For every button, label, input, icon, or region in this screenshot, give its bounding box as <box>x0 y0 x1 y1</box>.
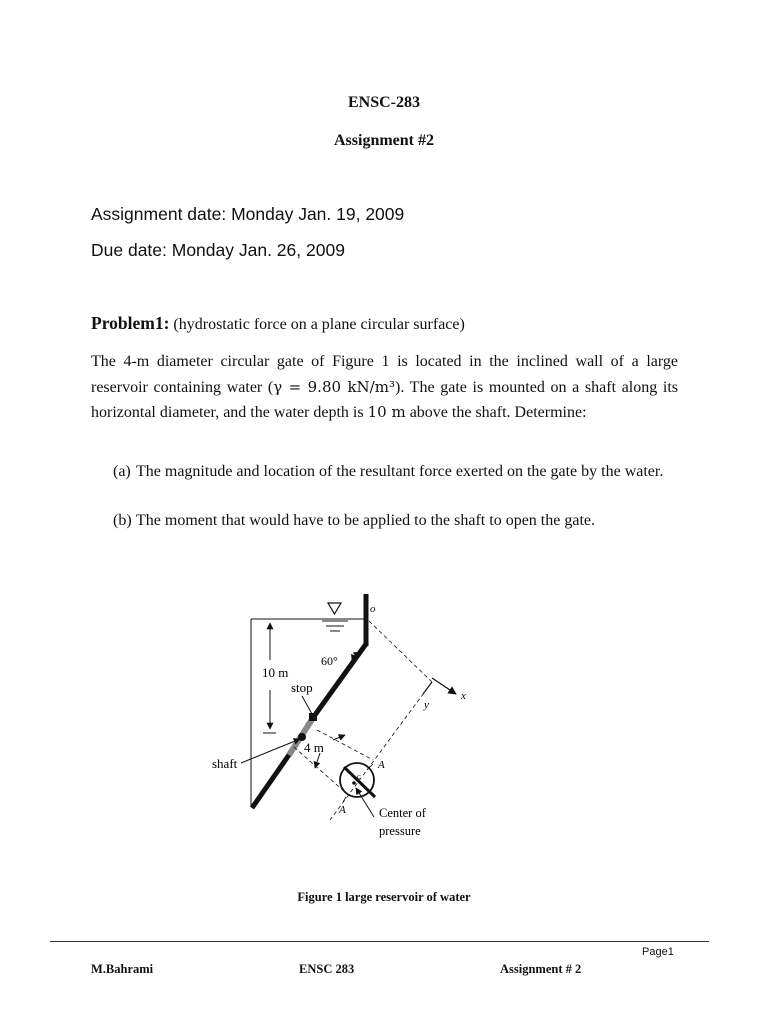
item-text: The magnitude and location of the resultant force exerted on the gate by the water. <box>136 463 664 480</box>
footer-divider <box>50 941 709 942</box>
page-number: Page1 <box>642 946 674 958</box>
reservoir-outline <box>251 619 365 806</box>
assignment-date: Assignment date: Monday Jan. 19, 2009 <box>91 204 405 224</box>
figure-caption: Figure 1 large reservoir of water <box>297 890 471 904</box>
stop-block <box>309 713 317 721</box>
point-c-label: c <box>357 772 361 781</box>
problem-subtitle: (hydrostatic force on a plane circular surface) <box>173 316 465 333</box>
intro-text-1: The 4-m diameter circular gate of Figure 1 is located in the inclined wall of a large reservoir containing water ( <box>91 353 678 396</box>
footer-course: ENSC 283 <box>299 962 355 976</box>
angle-label: 60° <box>321 654 338 668</box>
depth-value: 10 m <box>367 403 406 421</box>
water-surface-icon <box>322 603 348 631</box>
intro-text-3: above the shaft. Determine: <box>405 404 587 421</box>
point-a-tick <box>343 797 346 802</box>
inclined-wall <box>252 594 366 808</box>
item-text: The moment that would have to be applied to the shaft to open the gate. <box>136 512 595 529</box>
axis-x-label: x <box>461 690 466 702</box>
center-pressure-label-2: pressure <box>379 824 421 838</box>
item-label: (a) <box>113 463 131 480</box>
stop-label: stop <box>291 680 313 695</box>
problem-title: Problem1: <box>91 313 170 333</box>
center-pressure-label-1: Center of <box>379 806 426 820</box>
point-a-bottom-label: A <box>339 804 346 816</box>
item-label: (b) <box>113 512 132 529</box>
footer-assignment: Assignment # 2 <box>500 962 582 976</box>
axis-y-label: y <box>424 699 429 711</box>
footer-author: M.Bahrami <box>91 962 154 976</box>
point-a-top-label: A <box>378 759 385 771</box>
gamma-value: γ = 9.80 kN/m³ <box>273 377 395 396</box>
intro-text-2: ). The gate is mounted on a shaft along its horizontal diameter, and the water depth is <box>91 378 679 421</box>
shaft-label: shaft <box>212 756 238 771</box>
course-code: ENSC-283 <box>347 94 420 111</box>
origin-label: o <box>370 603 376 615</box>
xy-axes-icon <box>423 678 456 694</box>
diameter-label: 4 m <box>304 740 324 755</box>
depth-label: 10 m <box>262 665 289 680</box>
due-date: Due date: Monday Jan. 26, 2009 <box>91 240 345 260</box>
assignment-title: Assignment #2 <box>333 132 434 149</box>
stop-pointer <box>302 696 312 714</box>
